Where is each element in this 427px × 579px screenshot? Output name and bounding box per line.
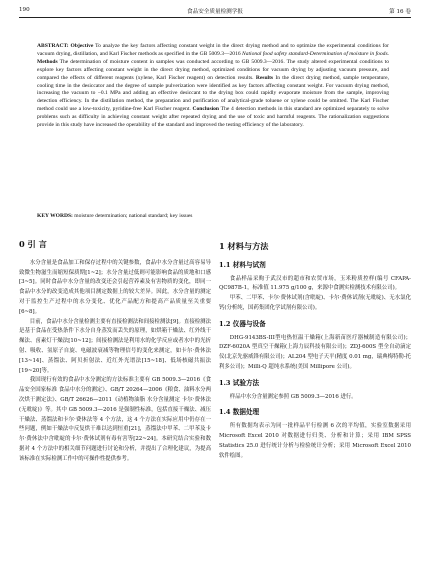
reagents-paragraph: 甲苯、二甲苯、卡尔·费休试剂(含吡啶)、卡尔·费休试剂(无吡啶)、无水氯化钙(分析纯，国药集团化学试剂有限公司)。 (219, 295, 411, 311)
right-column (219, 232, 411, 461)
section-1-4-heading: 1.4 数据处理 (219, 408, 260, 417)
page-number: 190 (19, 7, 30, 13)
intro-paragraph-2: 目前，食品中水分含量检测主要有直接检测法和间接检测法[9]。直接检测法是基于食品在受热条件下水分自身蒸发而丢失的原理，如烘箱干燥法、红外线干燥法、卤素灯干燥法[10~12]；间接检测法是利用水的化学反应或者水中的光折射、吸收、氢原子自旋、电磁波衰减等物理信号的变化来测定，如卡尔·费休法[13~14]、蒸馏法、阿贝折射法、近红外光谱法[15~18]、低场核磁共振法[19~20]等。 (19, 318, 211, 374)
data-processing-paragraph: 所有数据均表示为同一批样品平行检测 6 次的平均值，实验室数据采用 Microsoft Excel 2010 对数据进行归类、分析和计算；采用 IBM SPSS Statistics 25.0 进行统计分析与检验统计分析；采用 Microsoft Excel 2010 软件绘图。 (219, 423, 411, 459)
results-label: Results (253, 74, 274, 81)
volume-label: 第 16 卷 (389, 9, 411, 15)
left-column (19, 232, 211, 465)
section-1-2-heading: 1.2 仪器与设备 (219, 319, 266, 328)
instruments-paragraph: DHG-9143BS-III型电热恒温干燥箱(上海新苗医疗器械制造有限公司)；DZF-6020A 型真空干燥箱(上海力辰科技有限公司)；ZDJ-600S 型全自动滴定仪(北京先驱威锋有限公司)；AL204 型电子天平(精度 0.01 mg，瑞典梅特勒-托利多公司)；Milli-Q 超纯水系统(美国 Millipore 公司)。 (219, 334, 411, 370)
standard-title: National food safety standard-Determination of moisture in foods. (242, 50, 389, 57)
english-abstract (37, 43, 389, 130)
journal-title: 食品安全质量检测学报 (187, 9, 243, 15)
methods-text: The determination of moisture content in samples was conducted according to GB 5009.3—2016. The study altered experimental conditions to explore key factors affecting constant weight in the direct drying method, optimized conditions for vacuum drying by adjusting vacuum pressure, and compared the effects of different reagents (xylene, Karl Fischer reagent) on detection results. (37, 58, 389, 81)
keywords-text: moisture determination; national standard; key issues (72, 213, 193, 219)
section-1-heading: 1 材料与方法 (219, 241, 269, 251)
results-text: In the direct drying method, sample temperature, cooling time in the desiccator and the degree of sample pulverization were identified as key factors affecting constant weight. For vacuum drying method, increasing the vacuum to −0.1 MPa and adding an effective desiccant to the drying box could rapidly evaporate moisture from the sample, improving detection efficiency. In the distillation method, the preparation and purification of analytical-grade toluene or xylene could be omitted. The Karl Fischer method could use a low-toxicity, pyridine-free Karl Fischer reagent. (37, 74, 389, 113)
section-1-3-heading: 1.3 试验方法 (219, 378, 260, 387)
conclusion-label: Conclusion (190, 106, 220, 113)
header-rule (19, 17, 411, 18)
methods-paragraph: 样品中水分含量测定参照 GB 5009.3—2016 进行。 (229, 393, 357, 400)
keywords-label: KEY WORDS: (37, 213, 73, 219)
intro-paragraph-1: 水分含量是食品加工和保存过程中的关键参数，食品中水分含量过高容易导致微生物滋生而缩短保质期[1~2]；水分含量过低则可能影响食品的质地和口感[3~5]。同时食品中水分含量的改变还会引起营养素及有害物质的变化，即同一食品中水分的改变造成其他项目测定数据上的较大差异。因此，水分含量的测定对于监控生产过程中的水分变化、优化产品配方和提高产品质量至关重要[6~8]。 (19, 259, 211, 315)
intro-heading: 0 引 言 (19, 239, 47, 249)
materials-paragraph: 食品样品采购于武汉市的超市和农贸市场，玉米粉质控样(编号 CFAPA-QC987B-1，标准值 11.975 g/100 g，来源中食测实检测技术有限公司)。 (219, 275, 411, 292)
objective-text: To analyze the key factors affecting constant weight in the direct drying method and to optimize the experimental conditions for vacuum drying, distillation, and Karl Fischer methods as specified in the GB 5009.3—2016 (37, 43, 389, 57)
objective-label: ABSTRACT: Objective (37, 43, 94, 49)
conclusion-text: The 4 detection methods in this standard are optimized separately to solve problems such as difficulty in achieving constant weight after repeated drying and the use of toxic and harmful reagents. The rationalization suggestions provide in this study have increased the operability of the standard and improved the testing efficiency of the laboratory. (37, 106, 389, 129)
methods-label: Methods (37, 58, 58, 65)
section-1-1-heading: 1.1 材料与试剂 (219, 260, 266, 269)
intro-paragraph-3: 我国现行有效的食品中水分测定的方法标准主要有 GB 5009.3—2016《食品安全国家标准 食品中水分的测定》、GB/T 20264—2006《粮食、油料水分两次烘干测定法》、GB/T 26626—2011《动植物油脂 水分含量测定 卡尔·费休法(无吡啶)》等。其中 GB 5009.3—2016 是强制性标准，包括直接干燥法、减压干燥法、蒸馏法和卡尔·费休法等 4 个方法，这 4 个方法在实际应用中仍存在一些问题，例如干燥法中反复烘干难以达到恒重[21]，蒸馏法中甲苯、二甲苯及卡尔·费休法中含吡啶的卡尔·费休试剂有毒有害等[22~24]。本研究结合实验和数据对 4 个方法中的相关细节问题进行讨论和分析，并提出了合理化建议，为提高该标准在实际检测工作中的可操作性提供参考。 (19, 377, 211, 462)
keywords (37, 213, 389, 221)
